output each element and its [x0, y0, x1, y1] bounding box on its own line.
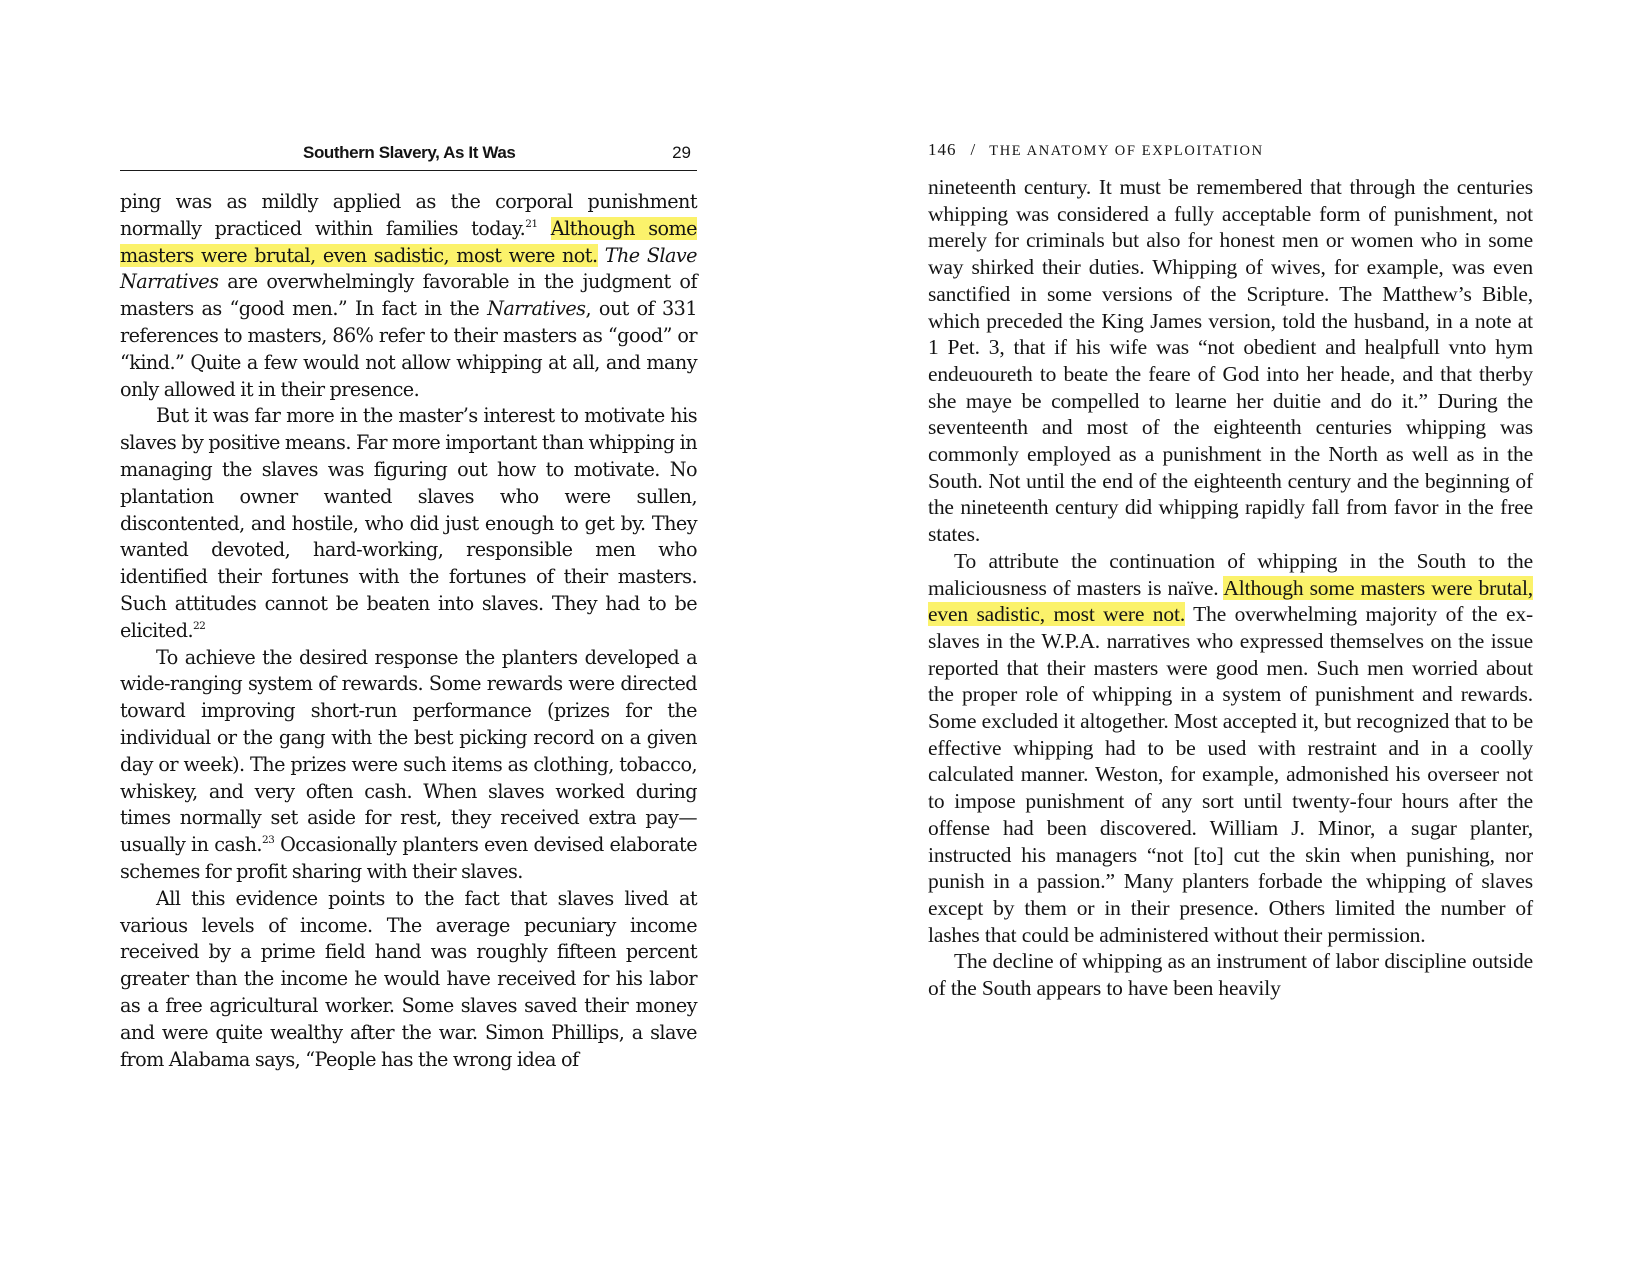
paragraph [120, 886, 697, 1074]
right-page [928, 140, 1533, 1002]
paragraph-text: To achieve the desired response the planters developed a wide-ranging system of rewards. Some rewards were directed toward improving short-run performance (prizes for the individual or the gang with the best picking record on a given day or week). The prizes were such items as clothing, tobacco, whiskey, and very often cash. When slaves worked during times normally set aside for rest, they received extra pay—usually in cash. [120, 645, 697, 857]
page-number: 29 [672, 143, 691, 162]
book-title: The Slave Narratives [120, 243, 697, 294]
paragraph [120, 189, 697, 403]
paragraph [928, 548, 1533, 949]
footnote-ref: 23 [261, 834, 275, 847]
paragraph-text: Occasionally planters even devised elaborate schemes for profit sharing with their slaves. [120, 833, 698, 883]
footnote-ref: 22 [193, 619, 206, 632]
highlighted-sentence: Although some masters were brutal, even sadistic, most were not. [928, 575, 1533, 627]
page-number: 146 [928, 140, 957, 159]
paragraph-text: To attribute the continuation of whipping in the South to the maliciousness of masters is naïve. [928, 548, 1533, 600]
left-page-body [120, 189, 697, 1073]
paragraph-text: nineteenth century. It must be remembered that through the centuries whipping was considered a fully acceptable form of punishment, not merely for criminals but also for honest men or women who in some way shirked their duties. Whipping of wives, for example, was even sanctified in some versions of the Scripture. The Matthew’s Bible, which preceded the King James version, told the husband, in a note at 1 Pet. 3, that if his wife was “not obedient and healpfull vnto hym endeuoureth to beate the feare of God into her heade, and that therby she maye be compelled to learne her duitie and do it.” During the seventeenth and most of the eighteenth centuries whipping was commonly employed as a punishment in the North as well as in the South. Not until the end of the eighteenth century and the beginning of the nineteenth century did whipping rapidly fall from favor in the free states. [928, 175, 1533, 547]
paragraph-text: But it was far more in the master’s interest to motivate his slaves by positive means. Far more important than whipping in managing the slaves was figuring out how to motivate. No plantation owner wanted slaves who were sullen, discontented, and hostile, who did just enough to get by. They wanted devoted, hard-working, responsible men who identified their fortunes with the fortunes of their masters. Such attitudes cannot be beaten into slaves. They had to be elicited. [120, 404, 697, 642]
footnote-ref: 21 [525, 217, 538, 230]
right-page-header [928, 140, 1533, 164]
paragraph [120, 403, 697, 644]
paragraph-text: , out of 331 references to masters, 86% refer to their masters as “good” or “kind.” Quite a few would not allow whipping at all, and many only allowed it in their presence. [120, 297, 697, 401]
paragraph-text: are overwhelmingly favorable in the judgment of masters as “good men.” In fact in the [120, 270, 697, 321]
paragraph-text: ping was as mildly applied as the corporal punishment normally practiced within families today. [120, 190, 697, 240]
right-page-body [928, 174, 1533, 1002]
paragraph-text: All this evidence points to the fact that slaves lived at various levels of income. The average pecuniary income received by a prime field hand was roughly fifteen percent greater than the income he would have received for his labor as a free agricultural worker. Some slaves saved their money and were quite wealthy after the war. Simon Phillips, a slave from Alabama says, “People has the wrong idea of [120, 886, 697, 1071]
paragraph-text: The decline of whipping as an instrument of labor discipline outside of the South appears to have been heavily [928, 949, 1533, 1001]
paragraph [120, 645, 697, 886]
highlighted-sentence: Although some masters were brutal, even sadistic, most were not. [120, 216, 697, 267]
paragraph-text: The overwhelming majority of the ex-slaves in the W.P.A. narratives who expressed themselves on the issue reported that their masters were good men. Such men worried about the proper role of whipping in a system of punishment and rewards. Some excluded it altogether. Most accepted it, but recognized that to be effective whipping had to be used with restraint and in a coolly calculated manner. Weston, for example, admonished his overseer not to impose punishment of any sort until twenty-four hours after the offense had been discovered. William J. Minor, a sugar planter, instructed his managers “not [to] cut the skin when punishing, nor punish in a passion.” Many planters forbade the whipping of slaves except by them or in their presence. Others limited the number of lashes that could be administered without their permission. [928, 602, 1533, 947]
running-title: THE ANATOMY OF EXPLOITATION [989, 143, 1264, 159]
left-page [120, 140, 697, 1073]
running-title: Southern Slavery, As It Was [303, 143, 516, 162]
left-page-header [120, 140, 697, 171]
paragraph [928, 948, 1533, 1001]
paragraph [928, 174, 1533, 548]
book-title: Narratives [487, 297, 586, 321]
header-separator: / [970, 140, 976, 159]
